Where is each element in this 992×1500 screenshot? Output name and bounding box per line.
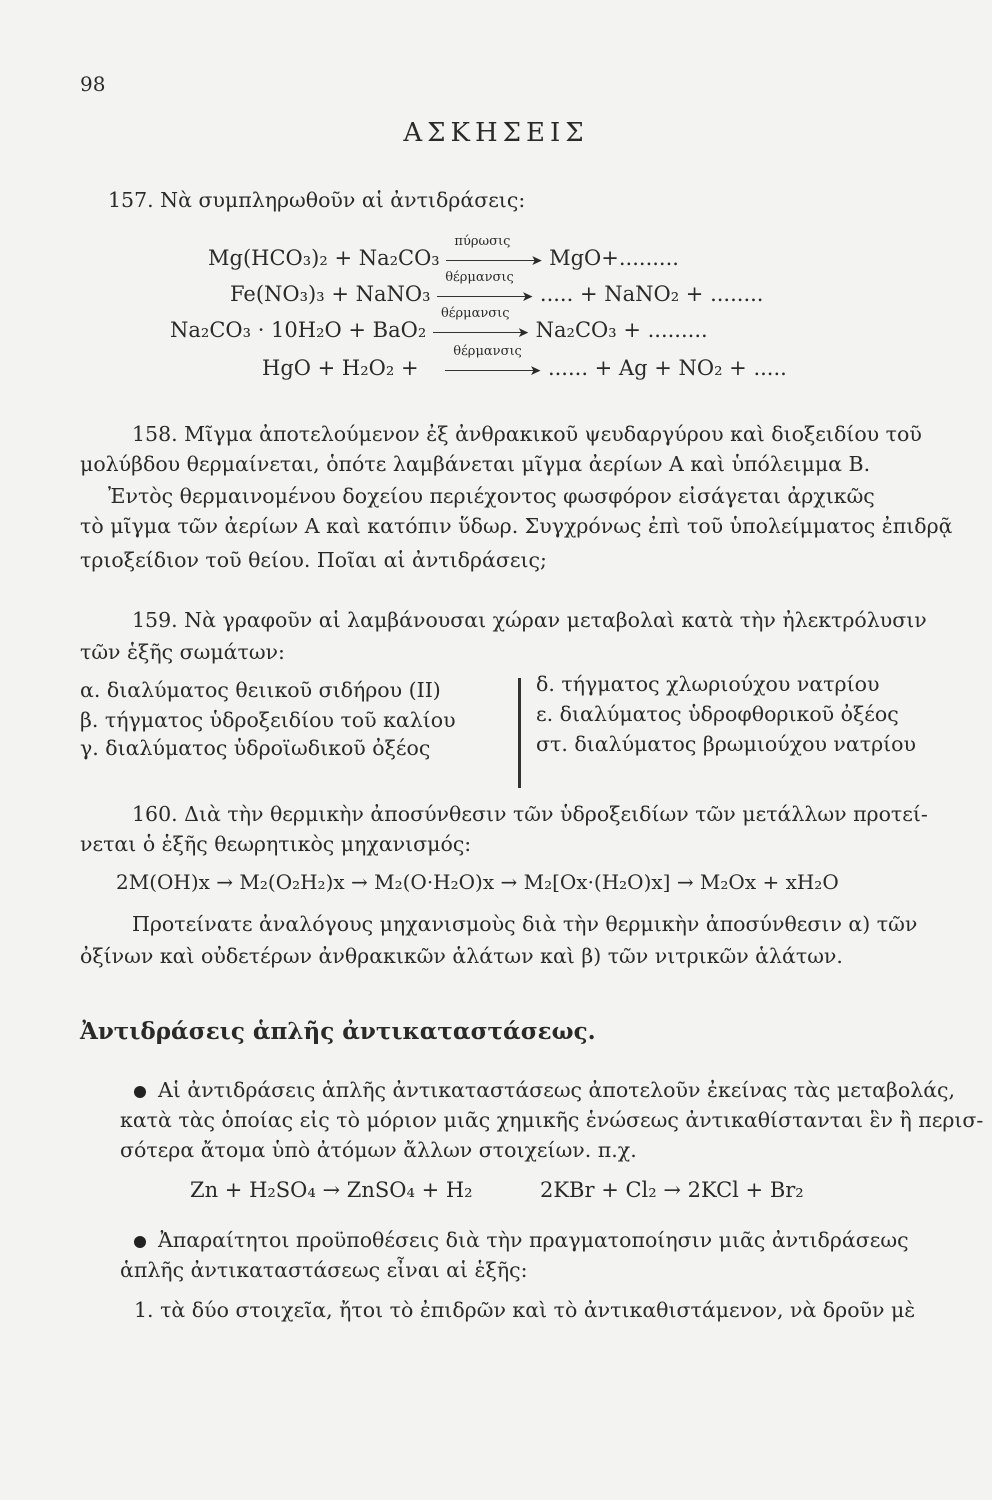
equation-4-right: ...... + Ag + NO₂ + .....	[547, 356, 787, 380]
page-number: 98	[80, 72, 106, 96]
equation-3-right: Na₂CO₃ + .........	[535, 318, 708, 342]
bullet-paragraph	[134, 1076, 955, 1104]
equation-1	[208, 233, 679, 270]
exercise-158-line: Ἐντὸς θερμαινομένου δοχείου περιέχοντος φωσφόρον εἰσάγεται ἀρχικῶς	[108, 484, 875, 508]
reaction-arrow: θέρμανσις ➤	[445, 360, 541, 380]
list-item: ε. διαλύματος ὑδροφθορικοῦ ὀξέος	[536, 702, 899, 726]
list-item: στ. διαλύματος βρωμιούχου νατρίου	[536, 732, 916, 756]
reaction-arrow: θέρμανσις ➤	[437, 286, 533, 306]
equation-4-left: HgO + H₂O₂ +	[262, 356, 419, 380]
bullet-text: Ἀπαραίτητοι προϋποθέσεις διὰ τὴν πραγματοποίησιν μιᾶς ἀντιδράσεως	[158, 1228, 909, 1252]
exercise-160-intro: νεται ὁ ἑξῆς θεωρητικὸς μηχανισμός:	[80, 832, 472, 856]
equation-4	[262, 343, 787, 380]
exercise-159-intro: τῶν ἑξῆς σωμάτων:	[80, 640, 285, 664]
arrow-label: θέρμανσις	[440, 305, 510, 321]
list-item: α. διαλύματος θειικοῦ σιδήρου (ΙΙ)	[80, 678, 441, 702]
list-item: β. τήγματος ὑδροξειδίου τοῦ καλίου	[80, 708, 456, 732]
section-title: Ἀντιδράσεις ἁπλῆς ἀντικαταστάσεως.	[80, 1018, 596, 1045]
reaction-arrow: θέρμανσις ➤	[433, 322, 529, 342]
exercise-158-line: μολύβδου θερμαίνεται, ὁπότε λαμβάνεται μῖγμα ἀερίων Α καὶ ὑπόλειμμα Β.	[80, 452, 871, 476]
exercise-158-line: τὸ μῖγμα τῶν ἀερίων Α καὶ κατόπιν ὕδωρ. Συγχρόνως ἐπὶ τοῦ ὑπολείμματος ἐπιδρᾷ	[80, 514, 953, 538]
reaction-arrow: πύρωσις ➤	[446, 250, 542, 270]
exercise-158-line: τριοξείδιον τοῦ θείου. Ποῖαι αἱ ἀντιδράσεις;	[80, 548, 547, 572]
equation-3-left: Na₂CO₃ · 10H₂O + BaO₂	[170, 318, 427, 342]
column-divider	[518, 678, 521, 788]
exercise-158-line: 158. Μῖγμα ἀποτελούμενον ἐξ ἀνθρακικοῦ ψευδαργύρου καὶ διοξειδίου τοῦ	[132, 422, 922, 446]
numbered-item: 1. τὰ δύο στοιχεῖα, ἤτοι τὸ ἐπιδρῶν καὶ τὸ ἀντικαθιστάμενον, νὰ δροῦν μὲ	[134, 1298, 916, 1322]
bullet-paragraph-line: σότερα ἄτομα ὑπὸ ἀτόμων ἄλλων στοιχείων. π.χ.	[120, 1138, 637, 1162]
bullet-paragraph-line: ἁπλῆς ἀντικαταστάσεως εἶναι αἱ ἑξῆς:	[120, 1258, 528, 1282]
equation-2-right: ..... + NaNO₂ + ........	[539, 282, 764, 306]
bullet-icon	[134, 1236, 146, 1248]
list-item: δ. τήγματος χλωριούχου νατρίου	[536, 672, 880, 696]
list-item: γ. διαλύματος ὑδροϊωδικοῦ ὀξέος	[80, 736, 431, 760]
exercise-160-text: Προτείνατε ἀναλόγους μηχανισμοὺς διὰ τὴν θερμικὴν ἀποσύνθεσιν α) τῶν	[132, 912, 918, 936]
arrow-label: θέρμανσις	[453, 343, 522, 359]
arrow-label: θέρμανσις	[445, 269, 514, 285]
equation-1-left: Mg(HCO₃)₂ + Na₂CO₃	[208, 246, 440, 270]
page-title: ΑΣΚΗΣΕΙΣ	[403, 118, 589, 148]
exercise-160-intro: 160. Διὰ τὴν θερμικὴν ἀπoσύνθεσιν τῶν ὑδροξειδίων τῶν μετάλλων προτεί-	[132, 802, 928, 826]
equation-2-left: Fe(NO₃)₃ + NaNO₃	[230, 282, 431, 306]
exercise-159-intro: 159. Νὰ γραφοῦν αἱ λαμβάνουσαι χώραν μεταβολαὶ κατὰ τὴν ἠλεκτρόλυσιν	[132, 608, 927, 632]
bullet-text: Αἱ ἀντιδράσεις ἁπλῆς ἀντικαταστάσεως ἀποτελοῦν ἐκείνας τὰς μεταβολάς,	[158, 1078, 956, 1102]
example-equation-1: Zn + H₂SO₄ → ZnSO₄ + H₂	[190, 1178, 473, 1202]
exercise-157-intro: 157. Νὰ συμπληρωθοῦν αἱ ἀντιδράσεις:	[108, 188, 526, 212]
bullet-icon	[134, 1086, 146, 1098]
equation-1-right: MgO+.........	[549, 246, 679, 270]
mechanism-equation: 2M(OH)x → M₂(O₂H₂)x → M₂(O·H₂O)x → M₂[Ox·(H₂O)x] → M₂Ox + xH₂O	[116, 870, 839, 894]
equation-3	[170, 305, 708, 342]
equation-2	[230, 269, 764, 306]
example-equation-2: 2KBr + Cl₂ → 2KCl + Br₂	[540, 1178, 804, 1202]
bullet-paragraph-line: κατὰ τὰς ὁποίας εἰς τὸ μόριον μιᾶς χημικῆς ἑνώσεως ἀντικαθίστανται ἓν ἢ περισ-	[120, 1108, 984, 1132]
arrow-label: πύρωσις	[454, 233, 511, 249]
bullet-paragraph	[134, 1226, 909, 1254]
exercise-160-text: ὀξίνων καὶ οὐδετέρων ἀνθρακικῶν ἁλάτων καὶ β) τῶν νιτρικῶν ἁλάτων.	[80, 944, 843, 968]
